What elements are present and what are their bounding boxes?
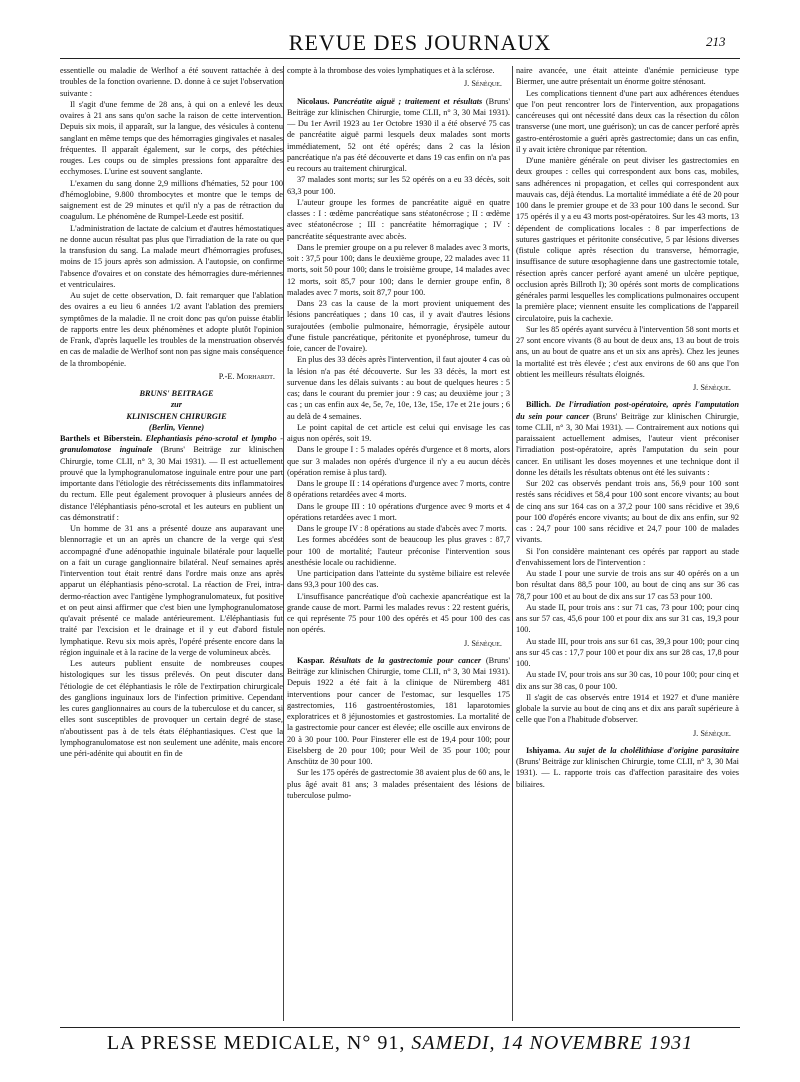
paragraph: Au stade III, pour trois ans sur 61 cas, 39,3 pour 100; pour cinq ans sur 45 cas : 17,7 pour 100 et pour dix ans sur 28 cas, 17,8 pour 100. bbox=[516, 636, 739, 668]
article-author: Billich. bbox=[526, 400, 552, 410]
paragraph: Les complications tiennent d'une part aux adhérences étendues que l'on peut rencontrer lors de l'intervention, aux propagations cancéreuses qui ont nécessité dans deux cas la résection du côlon transverse (une mort, une guérison); un cas de cancer perforé après gastro-entérostomie a guéri après gastrectomie; dans un cas enfin, il y avait ictère chronique par rétention. bbox=[516, 88, 739, 154]
paragraph: L'insuffisance pancréatique d'où cachexie apancréatique est la grande cause de mort. Parmi les malades revus : 22 restent guéris, ce qui représente 75 pour 100 des opérés et 45 pour 100 des cas non opérés. bbox=[287, 591, 510, 635]
paragraph: Il s'agit d'une femme de 28 ans, à qui on a enlevé les deux ovaires à 21 ans sans qu'on sache la raison de cette intervention. Depuis six mois, il apparaît, sur la langue, des vésicules à contenu sanglant en même temps que des hémorragies gingivales et nasales fréquentes. Il apparaît également, sur le corps, des pétéchies rouges. Les coups ou de simples pressions font apparaître des ecchymoses. L'urine est souvent sanglante. bbox=[60, 99, 283, 177]
paragraph: En plus des 33 décès après l'intervention, il faut ajouter 4 cas où la lésion n'a pas été découverte. Sur les 33 décès, la mort est survenue dans les délais suivants : au bout de quelques heures : 5 cas; dans le courant du premier jour : 9 cas; au deuxième jour ; 3 cas ; un cas enfin aux 4e, 5e, 7e, 10e, 13e, 15e, 17e et 21e jours ; 6 au delà de 4 semaines. bbox=[287, 355, 510, 421]
paragraph: Au stade II, pour trois ans : sur 71 cas, 73 pour 100; pour cinq ans sur 57 cas, 45,6 pour 100 et pour dix ans sur 31 cas, 19,3 pour 100. bbox=[516, 602, 739, 635]
column-divider-2 bbox=[512, 66, 513, 1021]
paragraph: Dans le groupe I : 5 malades opérés d'urgence et 8 morts, alors que sur 3 malades non opérés d'urgence il n'y a eu aucun décès (opération remise à plus tard). bbox=[287, 445, 510, 477]
paragraph: D'une manière générale on peut diviser les gastrectomies en deux groupes : celles qui correspondent aux bons cas, mobiles, sans adhérences ni propagation, et celles qui correspondent aux mauvais cas, déjà étendus. La mortalité immédiate a été de 20 pour 100 dans le premier groupe et de 33 pour 100 dans le second. Sur 175 opérés il y a eu 43 morts post-opératoires. Sur les 43 morts, 13 dépendent de complications locales : 8 par imperfections de sutures gastriques et péritonite consécutive, 5 par lésions diverses (fistule colique après résection du transverse, hémorragie, insuffisance de suture œsophagienne dans une gastrectomie totale, résection après cancer perforé ayant amené un ulcère peptique, occlusion après Billroth I); 30 opérés sont morts de complications générales parmi lesquelles les complications pulmonaires occupent la première place; viennent ensuite les complications de l'appareil circulatoire, puis la cachexie. bbox=[516, 156, 739, 323]
paragraph: L'administration de lactate de calcium et d'autres hémostatiques ne donne aucun résultat pas plus que l'irradiation de la rate ou que la transfusion du sang. La malade meurt d'hémorragies profuses, moins de 15 jours après son admission. A l'autopsie, on confirme l'absence d'ovaires et on constate des hémorragies dure-mériennes et ventriculaires. bbox=[60, 223, 283, 289]
article-body: (Bruns' Beiträge zur klinischen Chirurgie, tome CLII, n° 3, 30 Mai 1931). — L. rapporte trois cas d'affection parasitaire des voies biliaires. bbox=[516, 757, 739, 789]
paragraph: Sur 202 cas observés pendant trois ans, 56,9 pour 100 sont restés sans récidives et 58,4 pour 100 sont encore vivants; au bout de cinq ans sur 164 cas on a 37,2 pour 100 sans récidive et 39,6 pour 100 d'opérés encore vivants; au bout de dix ans enfin, sur 92 cas : 24,7 pour 100 sans récidive et 24,7 pour 100 de malades vivants. bbox=[516, 479, 739, 545]
paragraph: Sur les 85 opérés ayant survécu à l'intervention 58 sont morts et 27 sont encore vivants (8 au bout de deux ans, 13 au bout de trois ans, un au bout de quatre ans et un six ans après). Chez les jeunes la mortalité est très élevée ; c'est aux environs de 60 ans que l'on obtient les meilleurs résultats éloignés. bbox=[516, 324, 739, 379]
article-author: Ishiyama. bbox=[526, 745, 561, 755]
paragraph: Au stade I pour une survie de trois ans sur 40 opérés on a un bon résultat dans 88,5 pour 100, au bout de cinq ans sur 36 cas 78,7 pour 100 et au bout de dix ans sur 17 cas 53 pour 100. bbox=[516, 569, 739, 601]
article-author: Kaspar. bbox=[297, 655, 325, 665]
header-rule bbox=[60, 58, 740, 59]
article-title: Résultats de la gastrectomie pour cancer bbox=[329, 655, 482, 665]
section-heading-location: (Berlin, Vienne) bbox=[148, 422, 205, 432]
page-number: 213 bbox=[706, 34, 726, 49]
column-3 bbox=[516, 65, 739, 790]
paragraph: Une participation dans l'atteinte du système biliaire est relevée dans 93,3 pour 100 des cas. bbox=[287, 569, 510, 590]
column-1 bbox=[60, 65, 283, 759]
article-author: Nicolaus. bbox=[297, 96, 330, 106]
paragraph: Dans le groupe II : 14 opérations d'urgence avec 7 morts, contre 8 opérations retardées avec 4 morts. bbox=[287, 479, 510, 500]
footer-journal: LA PRESSE MEDICALE, N° 91, bbox=[106, 1032, 406, 1054]
article-title: Pancréatite aiguë ; traitement et résultats bbox=[333, 96, 483, 106]
paragraph: naire avancée, une était atteinte d'anémie pernicieuse type Biermer, une autre présentait un énorme goitre sténosant. bbox=[516, 66, 739, 87]
article-title: De l'irradiation post-opératoire, après l'amputation du sein pour cancer bbox=[516, 400, 739, 421]
article-body: (Bruns' Beiträge zur klinischen Chirurgie, tome CLII, n° 3, 30 Mai 1931). — Il est actuellement prouvé que la lymphogranulomatose inguinale entre pour une part importante dans l'étiologie des rétrécissements dits inflammatoires du rectum. Elle peut également provoquer à plusieurs années de distance l'éléphantiasis péno-scrotal et les auteurs en publient un cas démonstratif : bbox=[60, 445, 283, 522]
paragraph: L'auteur groupe les formes de pancréatite aiguë en quatre classes : I : œdème pancréatique sans stéatonécrose ; II : œdème avec stéatonécrose ; III : pancréatite hémorragique ; IV : pancréatite séquestrante avec abcès. bbox=[287, 197, 510, 241]
article-billich bbox=[516, 399, 739, 478]
paragraph: Au sujet de cette observation, D. fait remarquer que l'ablation des ovaires a eu lieu 6 années 1/2 avant l'ablation des premiers symptômes de la maladie. Il ne croit donc pas qu'on puisse établir de rapports entre les deux phénomènes et adopte plutôt l'opinion de Frank, d'après laquelle les troubles de la menstruation observés en cas de maladie de Werlhof sont non pas signe mais conséquence de la thrombopénie. bbox=[60, 291, 283, 368]
paragraph: Dans le groupe IV : 8 opérations au stade d'abcès avec 7 morts. bbox=[297, 524, 507, 533]
column-divider-1 bbox=[283, 66, 284, 1021]
article-title: Elephantiasis péno-scrotal et lympho - granulomatose inguinale bbox=[60, 434, 283, 455]
page-header-title: REVUE DES JOURNAUX bbox=[288, 30, 552, 55]
section-heading-journal: BRUNS' BEITRAGE bbox=[139, 389, 214, 398]
paragraph: Il s'agit de cas observés entre 1914 et 1927 et d'une manière globale la survie au bout de cinq ans et dix ans paraît supérieure à celle que l'on a l'habitude d'observer. bbox=[516, 692, 739, 725]
article-title: Au sujet de la cholélithiase d'origine parasitaire bbox=[564, 745, 739, 755]
signature: J. Sénèque. bbox=[692, 728, 731, 738]
paragraph: essentielle ou maladie de Werlhof a été souvent rattachée à des troubles de la fonction ovarienne. D. donne à ce sujet l'observation suivante : bbox=[60, 66, 283, 98]
signature: J. Sénèque. bbox=[692, 383, 731, 392]
signature: J. Sénèque. bbox=[463, 638, 502, 648]
signature: J. Sénèque. bbox=[463, 79, 502, 89]
paragraph: Dans 23 cas la cause de la mort provient uniquement des lésions pancréatiques ; dans 10 cas, il y avait d'autres lésions surajoutées (embolie pulmonaire, hémorragie, érysipèle autour d'une fistule pancréatique, péritonite et pyonéphrose, tumeur du foie, cancer de l'ovaire). bbox=[287, 299, 510, 353]
paragraph: Un homme de 31 ans a présenté douze ans auparavant une blennorragie et un an après un chancre de la verge qui s'est accompagné d'une adénopathie inguinale bilatérale pour laquelle on a fait un curage ganglionnaire bilatéral. Neuf semaines après l'intervention tout était rentré dans l'ordre mais onze ans après apparut un éléphantiasis péno-scrotal. La réaction de Frei, intra-dermo-réaction avec l'antigène lymphogranulomateux, fut positive et on peut ainsi affirmer que c'est bien une lymphogranulomatose qu'avait présenté ce malade antérieurement. L'éléphantiasis fut traité par l'excision et le drainage et il y eut d'abord fistule lymphatique. Revu six mois après, l'opéré présente encore dans la région inguinale et à la racine de la verge de volumineux abcès. bbox=[60, 524, 283, 657]
paragraph: Sur les 175 opérés de gastrectomie 38 avaient plus de 60 ans, le plus âgé avait 81 ans; 3 malades présentaient des lésions de tuberculose pulmo- bbox=[287, 768, 510, 800]
article-author: Barthels et Biberstein. bbox=[60, 434, 143, 443]
footer-rule bbox=[60, 1027, 740, 1028]
paragraph: Le point capital de cet article est celui qui envisage les cas aigus non opérés, soit 19. bbox=[287, 422, 510, 443]
paragraph: Dans le groupe III : 10 opérations d'urgence avec 9 morts et 4 opérations retardées avec 1 mort. bbox=[287, 501, 510, 522]
paragraph: Les auteurs publient ensuite de nombreuses coupes histologiques sur les tissus prélevés. On peut discuter dans l'étiologie de cet éléphantiasis le rôle de l'extirpation chirurgicale des ganglions inguinaux lors de l'infection primitive. Cependant les cures ganglionnaires au cours de la tuberculose et du cancer, si elles sont susceptibles de provoquer un certain degré de stase, n'aboutissent pas à de tels états éléphantiasiques. C'est que la lymphogranulomatose est non seulement une adénite, mais encore une péri-adénite qui aboutit en fin de bbox=[60, 659, 283, 758]
article-ishiyama bbox=[516, 745, 739, 790]
article-body: (Bruns' Beiträge zur klinischen Chirurgie, tome CLII, n° 3, 30 Mai 1931). — Du 1er Avril 1923 au 1er Octobre 1930 il a été observé 75 cas de pancréatite aiguë parmi lesquels deux malades sont morts immédiatement, 52 ont été opérés; dans 2 cas la lésion pancréatique n'a pas été découverte et dans 19 cas enfin on n'a pas eu recours au traitement chirurgical. bbox=[287, 96, 510, 173]
paragraph: Dans le premier groupe on a pu relever 8 malades avec 3 morts, soit : 37,5 pour 100; dans le deuxième groupe, 22 malades avec 11 morts, soit 50 pour 100; dans le troisième groupe, 14 malades avec 12 morts, soit 85,7 pour 100; dans le dernier groupe enfin, 8 malades avec 7 morts, soit 87,7 pour 100. bbox=[287, 242, 510, 297]
section-heading-zur: zur bbox=[170, 400, 183, 410]
paragraph: L'examen du sang donne 2,9 millions d'hématies, 52 pour 100 d'hémoglobine, 9.800 thrombocytes et montre que le temps de saignement est de 29 minutes et qu'il n'y a pas de rétraction du coagulum. Le phénomène de Rumpel-Leede est positif. bbox=[60, 178, 283, 222]
paragraph: Si l'on considère maintenant ces opérés par rapport au stade d'envahissement lors de l'intervention : bbox=[516, 546, 739, 567]
signature: P.-E. Morhardt. bbox=[218, 371, 275, 381]
paragraph: Au stade IV, pour trois ans sur 30 cas, 10 pour 100; pour cinq et dix ans sur 38 cas, 0 pour 100. bbox=[516, 670, 739, 691]
section-heading-chirurgie: KLINISCHEN CHIRURGIE bbox=[126, 411, 227, 421]
paragraph: 37 malades sont morts; sur les 52 opérés on a eu 33 décès, soit 63,3 pour 100. bbox=[287, 175, 510, 196]
article-nicolaus bbox=[287, 96, 510, 175]
column-2 bbox=[287, 65, 510, 801]
article-kaspar bbox=[287, 655, 510, 768]
page-footer bbox=[60, 1032, 740, 1055]
paragraph: Les formes abcédées sont de beaucoup les plus graves : 87,7 pour 100 de mortalité; l'auteur préconise l'intervention sous anesthésie locale ou rachidienne. bbox=[287, 535, 510, 567]
article-body: (Bruns' Beiträge zur klinischen Chirurgie, tome CLII, n° 3, 30 Mai 1931). Depuis 1922 a été fait à la clinique de Nüremberg 481 interventions pour cancer de l'estomac, sur lesquelles 175 gastrectomies, 116 gastroentérostomies, 181 laparotomies exploratrices et 8 jéjunostomies et gastrostomies. La mortalité de la gastrectomie pour cancer est élevée; elle oscille aux environs de 20 à 30 pour 100. Pour Finsterer elle est de 19,4 pour 100; pour Eiselsberg de 20 pour 100; pour Weil de 35 pour 100; pour Anschütz de 30 pour 100. bbox=[287, 655, 510, 766]
article-barthels bbox=[60, 433, 283, 523]
footer-date: SAMEDI, 14 NOVEMBRE 1931 bbox=[411, 1032, 694, 1054]
article-body: (Bruns' Beiträge zur klinischen Chirurgie, tome CLII, n° 3, 30 Mai 1931). — Contrairement aux notions qui paraissaient actuellement admises, l'auteur vient préconiser l'irradiation post-opératoire, après l'amputation du sein pour cancer. En utilisant les doses moyennes et une technique dont il donne les détails les résultats obtenus ont été les suivants : bbox=[516, 411, 739, 477]
paragraph: compte à la thrombose des voies lymphatiques et à la sclérose. bbox=[287, 66, 495, 75]
